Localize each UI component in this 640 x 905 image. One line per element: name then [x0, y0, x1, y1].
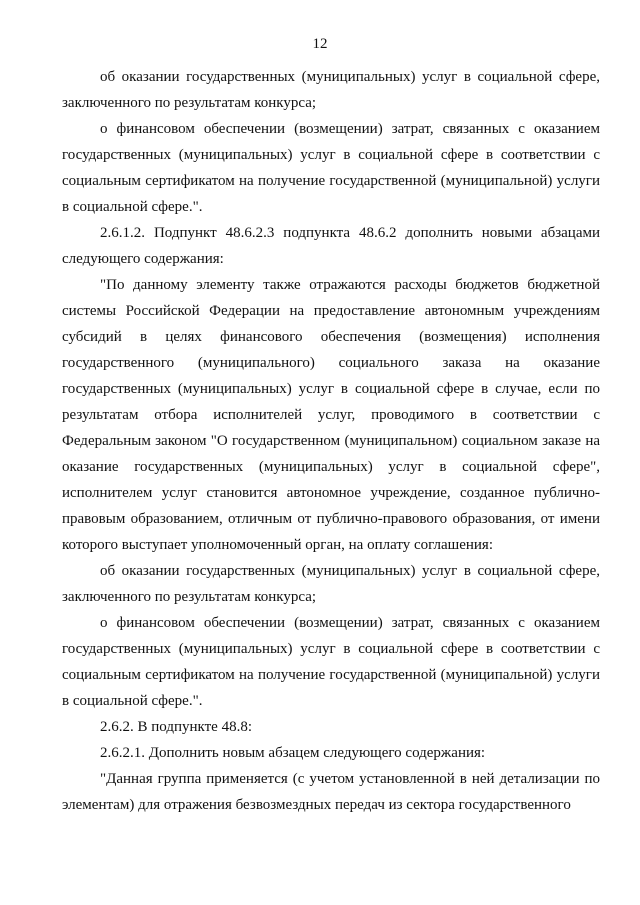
paragraph-service-agreement-repeat: об оказании государственных (муниципальных) услуг в социальной сфере, заключенного по результатам конкурса;	[62, 563, 600, 605]
paragraph-budget-expenses: "По данному элементу также отражаются расходы бюджетов бюджетной системы Российской Федерации на предоставление автономным учреждениям субсидий в целях финансового обеспечения (возмещения) исполнения государственного (муниципального) социального заказа на оказание государственных (муниципальных) услуг в социальной сфере в случае, если по результатам отбора исполнителей услуг, проводимого в соответствии с Федеральным законом "О государственном (муниципальном) социальном заказе на оказание государственных (муниципальных) услуг в социальной сфере", исполнителем услуг становится автономное учреждение, созданное публично-правовым образованием, отличным от публично-правового образования, от имени которого выступает уполномоченный орган, на оплату соглашения:	[62, 277, 600, 553]
paragraph-financial-support: о финансовом обеспечении (возмещении) затрат, связанных с оказанием государственных (муниципальных) услуг в социальной сфере в соответствии с социальным сертификатом на получение государственной (муниципальной) услуги в социальной сфере.".	[62, 121, 600, 215]
page-number: 12	[312, 36, 328, 52]
paragraph-group-application: "Данная группа применяется (с учетом установленной в ней детализации по элементам) для отражения безвозмездных передач из сектора государственного	[62, 771, 600, 813]
paragraph-subclause-2-6-2: 2.6.2. В подпункте 48.8:	[100, 719, 253, 735]
paragraph-subclause-2-6-2-1: 2.6.2.1. Дополнить новым абзацем следующего содержания:	[100, 745, 486, 761]
paragraph-service-agreement: об оказании государственных (муниципальных) услуг в социальной сфере, заключенного по результатам конкурса;	[62, 69, 600, 111]
paragraph-financial-support-repeat: о финансовом обеспечении (возмещении) затрат, связанных с оказанием государственных (муниципальных) услуг в социальной сфере в соответствии с социальным сертификатом на получение государственной (муниципальной) услуги в социальной сфере.".	[62, 615, 600, 709]
paragraph-subclause-2-6-1-2: 2.6.1.2. Подпункт 48.6.2.3 подпункта 48.6.2 дополнить новыми абзацами следующего содержания:	[62, 225, 600, 267]
document-body	[62, 64, 600, 818]
